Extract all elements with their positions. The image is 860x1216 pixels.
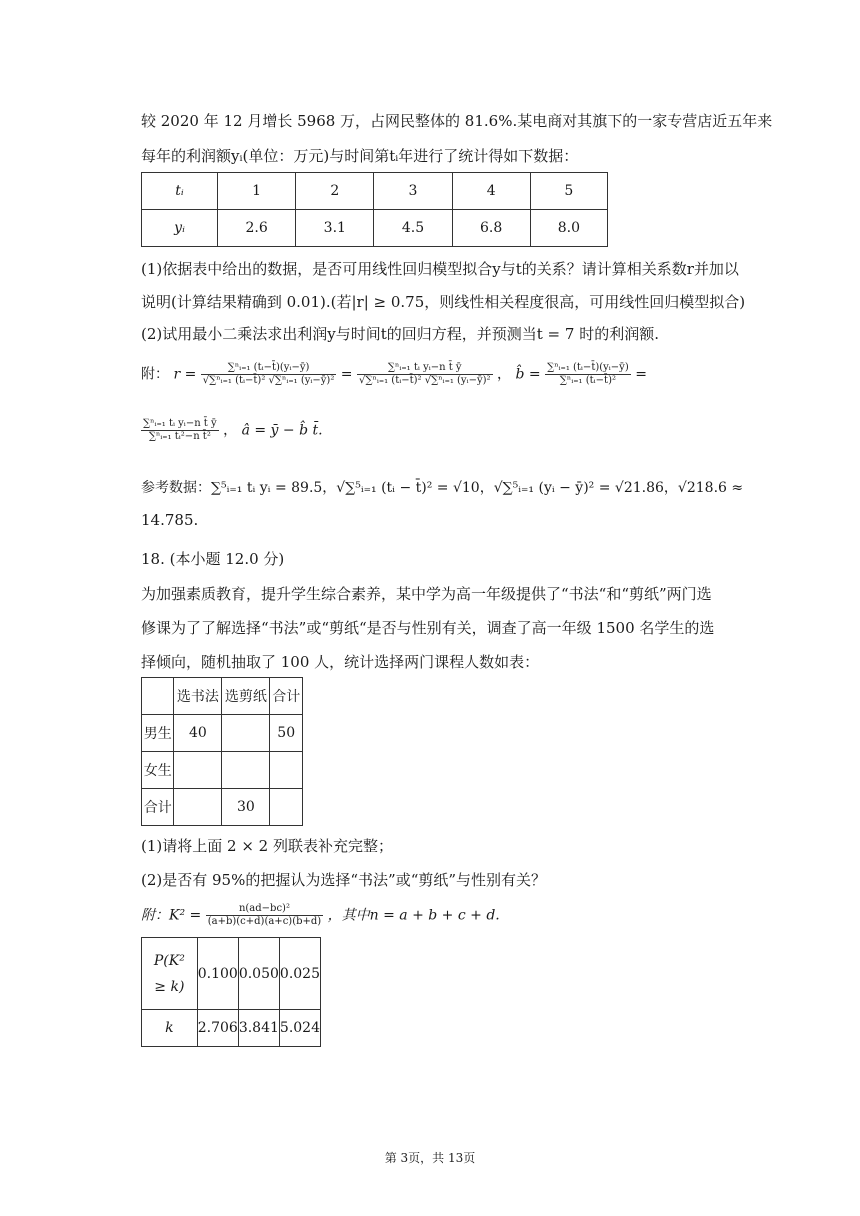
critical-value-table [141,937,321,1047]
equals-sign: = [340,366,353,383]
table-cell: 4.5 [374,210,452,247]
table-cell: 3.841 [238,1010,279,1047]
table-cell: 30 [222,789,270,826]
table-cell: 5 [530,173,607,210]
table-row [142,678,303,715]
r-denominator-1: √∑ⁿᵢ₌₁ (tᵢ−t̄)² √∑ⁿᵢ₌₁ (yᵢ−ȳ)² [202,375,335,386]
table-header-cell [142,678,174,715]
table-row [142,938,321,1010]
table-cell [222,752,270,789]
b-label: b̂ = [515,366,541,383]
contingency-table [141,677,303,826]
p-label-cell [142,938,198,1010]
table-header-cell: 选书法 [174,678,222,715]
question-18-para-2: 修课为了了解选择“书法”或“剪纸“是否与性别有关，调查了高一年级 1500 名学生的选 [141,619,715,637]
table-cell: 女生 [142,752,174,789]
b-denominator-1: ∑ⁿᵢ₌₁ (tᵢ−t̄)² [559,375,616,386]
question-1-line-1: (1)依据表中给出的数据，是否可用线性回归模型拟合y与t的关系？请计算相关系数r并加以 [141,260,739,278]
reference-data-line-2: 14.785. [141,511,199,529]
intro-line-2: 每年的利润额yᵢ(单位：万元)与时间第tᵢ年进行了统计得如下数据： [141,147,579,165]
r-fraction-1 [201,362,337,387]
k2-numerator: n(ad−bc)² [206,903,323,916]
table-row [142,789,303,826]
p-label-line-1: P(K² [153,952,185,969]
profit-data-table [141,172,608,247]
k2-denominator: (a+b)(c+d)(a+c)(b+d) [207,916,322,927]
a-expression: â = ȳ − b̂ t̄. [241,422,323,439]
table-cell: 50 [270,715,303,752]
table-cell: 2.6 [218,210,296,247]
table-cell [174,789,222,826]
question-18-part-2: (2)是否有 95%的把握认为选择“书法”或“剪纸”与性别有关？ [141,871,547,889]
question-18-para-3: 择倾向，随机抽取了 100 人，统计选择两门课程人数如表： [141,653,540,671]
table-cell: 0.050 [238,938,279,1010]
formula-line-a: $\frac{\text{∑ⁿᵢ₌₁ tᵢ yᵢ−n t̄ ȳ}}{\text{∑ⁿᵢ₌₁ tᵢ²−n t̄²}}$ ， â = ȳ − b̂ t̄. [143,418,323,442]
table-cell [270,789,303,826]
b-fraction-1 [545,362,631,387]
table-cell [270,752,303,789]
table-cell [174,752,222,789]
r-label: r = [173,366,197,383]
k2-formula [141,903,500,928]
b-numerator-2: ∑ⁿᵢ₌₁ tᵢ yᵢ−n t̄ ȳ [143,418,217,429]
table-cell: 2 [296,173,374,210]
table-cell: 0.025 [279,938,320,1010]
k2-prefix: 附：K² = [141,907,202,924]
reference-data-line-1: 参考数据：∑⁵ᵢ₌₁ tᵢ yᵢ = 89.5，√∑⁵ᵢ₌₁ (tᵢ − t̄)² = √10，√∑⁵ᵢ₌₁ (yᵢ − ȳ)² = √21.86，√218.6 ≈ [141,480,744,496]
table-cell: 4 [452,173,530,210]
equals-sign: = [635,366,647,383]
table-cell: 2.706 [197,1010,238,1047]
formula-prefix: 附： [141,366,169,383]
table-cell: 3.1 [296,210,374,247]
b-fraction-2 [141,418,219,443]
table-cell: 合计 [142,789,174,826]
table-cell: 男生 [142,715,174,752]
question-18-para-1: 为加强素质教育，提升学生综合素养，某中学为高一年级提供了“书法“和“剪纸”两门选 [141,585,712,603]
r-fraction-2 [357,362,493,387]
k2-suffix: ，其中n = a + b + c + d. [327,907,500,924]
k-label-cell: k [142,1010,198,1047]
table-row [142,752,303,789]
question-2: (2)试用最小二乘法求出利润y与时间t的回归方程，并预测当t = 7 时的利润额. [141,325,659,343]
p-label-line-2: ≥ k) [154,978,185,995]
b-denominator-2: ∑ⁿᵢ₌₁ tᵢ²−n t̄² [148,431,211,442]
question-18-part-1: (1)请将上面 2 × 2 列联表补充完整； [141,837,393,855]
table-cell [222,715,270,752]
r-numerator-2: ∑ⁿᵢ₌₁ tᵢ yᵢ−n t̄ ȳ [357,362,493,375]
table-cell: 1 [218,173,296,210]
table-row [142,715,303,752]
table-row [142,210,608,247]
b-numerator-1: ∑ⁿᵢ₌₁ (tᵢ−t̄)(yᵢ−ȳ) [547,362,629,373]
table-cell: 5.024 [279,1010,320,1047]
table-header-cell: 选剪纸 [222,678,270,715]
table-header-cell: 合计 [270,678,303,715]
k2-fraction [206,903,323,928]
table-cell-label: tᵢ [142,173,218,210]
table-cell: 6.8 [452,210,530,247]
formula-line-r: 附： r = $\frac{\text{∑ⁿᵢ₌₁ (tᵢ−t̄)(yᵢ−ȳ)}}{\text{√∑ⁿᵢ₌₁ (tᵢ−t̄)² √∑ⁿᵢ₌₁ (yᵢ−ȳ)²}}$ = $\frac{\text{∑ⁿᵢ₌₁ tᵢ yᵢ−n t̄ ȳ}}{\text{√∑ⁿᵢ₌₁ (tᵢ−t̄)² √∑ⁿᵢ₌₁ (yᵢ−ȳ)²}}$ ， b̂ = $\frac{\text{∑ⁿᵢ₌₁ (tᵢ−t̄)(yᵢ−ȳ)}}{\text{∑ⁿᵢ₌₁ (tᵢ−t̄)²}}$ = [141,362,647,386]
intro-line-1: 较 2020 年 12 月增长 5968 万，占网民整体的 81.6%.某电商对其旗下的一家专营店近五年来 [141,112,773,130]
table-row [142,173,608,210]
question-18-header: 18. (本小题 12.0 分) [141,550,285,568]
page-footer: 第 3页，共 13页 [384,1151,476,1165]
question-1-line-2: 说明(计算结果精确到 0.01).(若|r| ≥ 0.75，则线性相关程度很高，可用线性回归模型拟合) [141,293,746,311]
table-row [142,1010,321,1047]
table-cell: 8.0 [530,210,607,247]
table-cell-label: yᵢ [142,210,218,247]
table-cell: 40 [174,715,222,752]
table-cell: 0.100 [197,938,238,1010]
r-denominator-2: √∑ⁿᵢ₌₁ (tᵢ−t̄)² √∑ⁿᵢ₌₁ (yᵢ−ȳ)² [358,375,491,386]
table-cell: 3 [374,173,452,210]
r-numerator-1: ∑ⁿᵢ₌₁ (tᵢ−t̄)(yᵢ−ȳ) [201,362,337,375]
